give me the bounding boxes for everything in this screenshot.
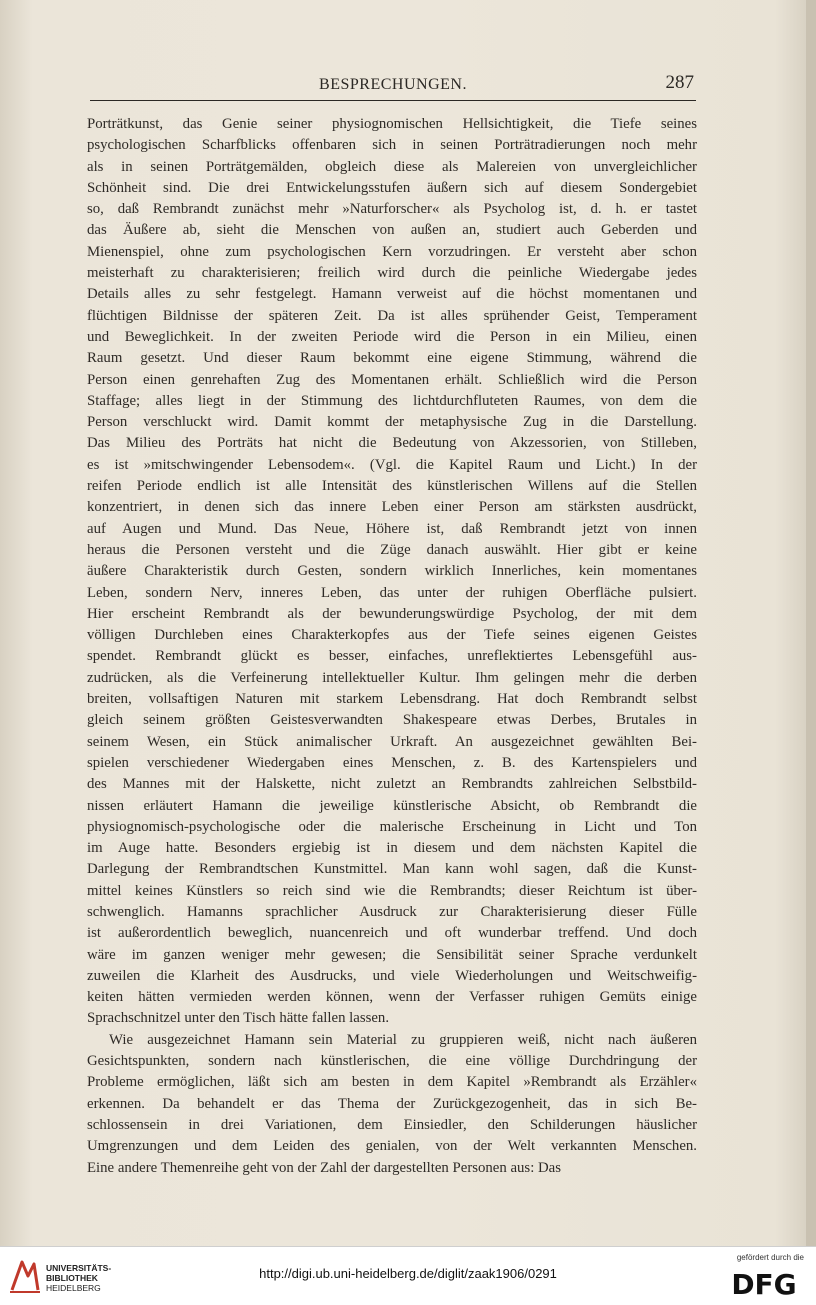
- text-line: heraus die Personen versteht und die Züge danach auswählt. Hier gibt er keine: [87, 541, 697, 558]
- text-line: als in seinen Porträtgemälden, obgleich diese als Malereien von unvergleichlicher: [87, 158, 697, 175]
- text-line: Eine andere Themenreihe geht von der Zahl der dargestellten Personen aus: Das: [87, 1159, 562, 1176]
- text-line: seinem Wesen, ein Stück animalischer Urkraft. An ausgezeichnet gewählten Bei-: [87, 733, 697, 750]
- funding-note: gefördert durch die: [736, 1253, 804, 1262]
- text-line: konzentriert, in denen sich das innere Leben einer Person am stärksten ausdrückt,: [87, 499, 697, 516]
- text-line: auf Augen und Mund. Das Neue, Höhere ist, daß Rembrandt jetzt von innen: [87, 520, 697, 537]
- text-line: es ist »mitschwingender Lebensodem«. (Vgl. die Kapitel Raum und Licht.) In der: [87, 456, 697, 473]
- text-line: Person einen genrehaften Zug des Momentanen erhält. Schließlich wird die Person: [87, 371, 697, 388]
- text-line: Sprachschnitzel unter den Tisch hätte fallen lassen.: [87, 1010, 390, 1027]
- dfg-logo-text: DFG: [731, 1269, 797, 1297]
- text-line: meisterhaft zu charakterisieren; freilich wird durch die peinliche Wiedergabe jedes: [87, 265, 697, 282]
- text-line: flüchtigen Bildnisse der späteren Zeit. Da ist alles sprühender Geist, Temperament: [87, 307, 697, 324]
- text-line: Porträtkunst, das Genie seiner physiognomischen Hellsichtigkeit, die Tiefe seines: [87, 116, 697, 132]
- text-line: Details alles zu sehr festgelegt. Hamann verweist auf die höchst momentanen und: [87, 286, 697, 303]
- text-line: nissen erläutert Hamann die jeweilige künstlerische Absicht, ob Rembrandt die: [87, 797, 697, 814]
- text-line: Person verschluckt wird. Damit kommt der metaphysische Zug in die Darstellung.: [87, 414, 697, 431]
- text-line: Probleme ermöglichen, läßt sich am besten in dem Kapitel »Rembrandt als Erzähler«: [87, 1074, 697, 1091]
- text-line: physiognomisch-psychologische oder die malerische Erscheinung in Licht und Ton: [87, 818, 697, 835]
- text-line: Darlegung der Rembrandtschen Kunstmittel. Man kann wohl sagen, daß die Kunst-: [87, 861, 697, 878]
- text-line: völligen Durchleben eines Charakterkopfes aus der Tiefe seines eigenen Geistes: [87, 627, 697, 644]
- text-line: spendet. Rembrandt glückt es besser, einfaches, unreflektiertes Lebensgefühl aus-: [87, 648, 697, 665]
- text-line: zuweilen die Klarheit des Ausdrucks, und viele Wiederholungen und Weitschweifig-: [87, 967, 697, 984]
- text-line: mittel keines Künstlers so reich sind wie die Rembrandts; dieser Reichtum ist über-: [87, 882, 697, 899]
- library-name-line: HEIDELBERG: [46, 1283, 101, 1293]
- text-line: reifen Periode endlich ist alle Intensität des künstlerischen Willens auf die Stellen: [87, 478, 697, 495]
- text-line: breiten, vollsaftigen Naturen mit starkem Lebensdrang. Hat doch Rembrandt selbst: [87, 691, 697, 708]
- text-line: so, daß Rembrandt zunächst mehr »Naturforscher« als Psycholog ist, d. h. er tastet: [87, 201, 697, 218]
- text-line: Schönheit sind. Die drei Entwickelungsstufen äußern sich auf diesem Sondergebiet: [87, 179, 697, 196]
- text-line: zudrücken, als die Verfeinerung intellektueller Kultur. Ihm gelingen mehr die derben: [87, 669, 697, 686]
- text-line: keiten hätten vermieden werden können, wenn der Verfasser ruhigen Gemüts einige: [87, 989, 697, 1006]
- text-line: des Mannes mit der Halskette, nicht zuletzt an Rembrandts zahlreichen Selbstbild-: [87, 776, 697, 793]
- text-line: Leben, sondern Nerv, inneres Leben, das unter der ruhigen Oberfläche pulsiert.: [87, 584, 697, 601]
- text-line: Umgrenzungen und dem Leiden des genialen, von der Welt verkannten Menschen.: [87, 1138, 697, 1155]
- text-line: Mienenspiel, ohne zum psychologischen Kern vorzudringen. Er versteht aber schon: [87, 243, 697, 260]
- text-line: und Beweglichkeit. In der zweiten Periode wird die Person in ein Milieu, einen: [87, 328, 697, 345]
- library-name-line: BIBLIOTHEK: [46, 1273, 98, 1283]
- text-line: Raum gesetzt. Und dieser Raum bekommt eine eigene Stimmung, während die: [87, 350, 697, 367]
- section-title: BESPRECHUNGEN.: [319, 76, 467, 93]
- page-number: 287: [665, 72, 694, 93]
- text-line: Wie ausgezeichnet Hamann sein Material zu gruppieren weiß, nicht nach äußeren: [109, 1031, 697, 1048]
- text-line: das Äußere ab, sieht die Menschen von außen an, studiert auch Geberden und: [87, 222, 697, 239]
- text-line: spielen verschiedener Wiedergaben eines Menschen, z. B. des Kartenspielers und: [87, 754, 697, 771]
- text-line: Gesichtspunkten, sondern nach künstlerischen, die eine völlige Durchdringung der: [87, 1053, 697, 1070]
- text-line: Hier erscheint Rembrandt als der bewunderungswürdige Psycholog, der mit dem: [87, 605, 697, 622]
- text-line: äußere Charakteristik durch Gesten, sondern wirklich Innerliches, kein momentanes: [87, 563, 697, 580]
- text-line: gleich seinem größten Geistesverwandten Shakespeare etwas Derbes, Brutales in: [87, 712, 697, 729]
- text-line: im Auge hatte. Besonders ergiebig ist in diesem und dem nächsten Kapitel die: [87, 840, 697, 857]
- library-name-line: UNIVERSITÄTS-: [46, 1263, 112, 1273]
- text-line: schlossensein in drei Variationen, dem Einsiedler, den Schilderungen häuslicher: [87, 1116, 697, 1133]
- permalink-url[interactable]: http://digi.ub.uni-heidelberg.de/diglit/zaak1906/0291: [259, 1266, 557, 1281]
- text-line: Das Milieu des Porträts hat nicht die Bedeutung von Akzessorien, von Stilleben,: [87, 435, 697, 452]
- page-edge: [806, 0, 816, 1246]
- dfg-logo-icon[interactable]: [724, 1269, 804, 1297]
- text-line: psychologischen Scharfblicks offenbaren sich in seinen Porträtradierungen noch mehr: [87, 137, 697, 154]
- text-line: erkennen. Da behandelt er das Thema der Zurückgezogenheit, das in sich Be-: [87, 1095, 697, 1112]
- text-line: Staffage; alles liegt in der Stimmung des lichtdurchfluteten Raumes, von dem die: [87, 392, 697, 409]
- footer-bar: [0, 1246, 816, 1305]
- text-line: wäre im ganzen weniger mehr gewesen; die Sensibilität seiner Sprache verdunkelt: [87, 946, 697, 963]
- text-line: ist außerordentlich beweglich, nuancenreich und oft wunderbar treffend. Und doch: [87, 925, 697, 942]
- body-text: [87, 114, 697, 1179]
- text-line: schwenglich. Hamanns sprachlicher Ausdruck zur Charakterisierung dieser Fülle: [87, 903, 697, 920]
- running-header: [90, 72, 696, 101]
